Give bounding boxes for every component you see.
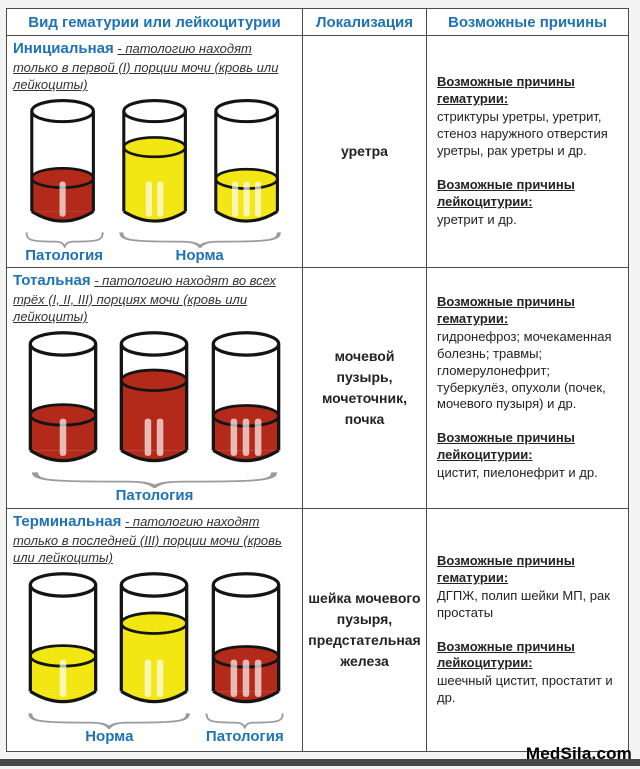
- cause-block-leukocyturia: [437, 639, 618, 708]
- type-cell: [7, 36, 303, 267]
- localization-cell: уретра: [303, 36, 427, 267]
- cause-text: шеечный цистит, простатит и др.: [437, 673, 613, 706]
- cause-text: ДГПЖ, полип шейки МП, рак простаты: [437, 587, 610, 620]
- table-row-total: [7, 268, 628, 509]
- type-description: [13, 271, 296, 325]
- brace-label: Норма: [175, 247, 224, 265]
- table-header-row: [7, 9, 628, 36]
- cause-block-leukocyturia: [437, 430, 618, 482]
- localization-cell: шейка мочевого пузыря, предстательная железа: [303, 509, 427, 751]
- cause-block-hematuria: [437, 74, 618, 159]
- brace-label: Патология: [25, 247, 104, 265]
- beaker-portion-III: [204, 329, 288, 469]
- cause-block-leukocyturia: [437, 177, 618, 229]
- brace-group: [200, 712, 290, 746]
- header-localization-column: Локализация: [303, 9, 427, 35]
- type-description: [13, 39, 296, 93]
- brace-row: [13, 712, 296, 746]
- type-name: Терминальная: [13, 513, 122, 530]
- table-row-initial: [7, 36, 628, 268]
- header-type-column: Вид гематурии или лейкоцитурии: [7, 9, 303, 35]
- hematuria-table: [6, 8, 629, 752]
- brace-label: Патология: [115, 487, 194, 505]
- cause-block-hematuria: [437, 294, 618, 413]
- brace-label: Патология: [205, 728, 284, 746]
- beaker-portion-I: [21, 329, 105, 469]
- cause-heading: Возможные причины гематурии:: [437, 552, 575, 585]
- localization-cell: мочевой пузырь, мочеточник, почка: [303, 268, 427, 508]
- brace-label: Норма: [85, 728, 134, 746]
- type-description: [13, 512, 296, 566]
- type-cell: [7, 268, 303, 508]
- beaker-portion-III: [204, 570, 288, 710]
- cause-heading: Возможные причины гематурии:: [437, 74, 575, 107]
- brace-row: [13, 231, 296, 265]
- causes-cell: [427, 509, 628, 751]
- beaker-group: [13, 329, 296, 469]
- type-description-text: - патологию находят во всех трёх (I, II, III) порциях мочи (кровь или лейкоциты): [13, 273, 276, 324]
- beaker-portion-II: [115, 97, 194, 229]
- beaker-portion-III: [207, 97, 286, 229]
- causes-cell: [427, 36, 628, 267]
- cause-heading: Возможные причины лейкоцитурии:: [437, 638, 575, 671]
- header-causes-column: Возможные причины: [447, 13, 607, 31]
- cause-text: гидронефроз; мочекаменная болезнь; травмы; гломерулонефрит; туберкулёз, опухоли (почек, мочевого пузыря) и др.: [437, 328, 612, 412]
- watermark: MedSila.com: [525, 744, 632, 763]
- brace-row: [13, 471, 296, 505]
- brace-group: [19, 712, 200, 746]
- cause-heading: Возможные причины лейкоцитурии:: [437, 176, 575, 209]
- type-description-text: - патологию находят только в последней (III) порции мочи (кровь или лейкоциты): [13, 514, 282, 565]
- brace-group: [109, 231, 290, 265]
- brace-group: [19, 471, 290, 505]
- causes-cell: [427, 268, 628, 508]
- beaker-group: [13, 97, 296, 229]
- type-description-text: - патологию находят только в первой (I) порции мочи (кровь или лейкоциты): [13, 41, 279, 92]
- cause-text: уретрит и др.: [437, 211, 517, 227]
- table-row-terminal: [7, 509, 628, 751]
- beaker-portion-II: [112, 570, 196, 710]
- beaker-portion-II: [112, 329, 196, 469]
- cause-heading: Возможные причины гематурии:: [437, 294, 575, 326]
- beaker-portion-I: [21, 570, 105, 710]
- cause-heading: Возможные причины лейкоцитурии:: [437, 430, 575, 463]
- cause-text: стриктуры уретры, уретрит, стеноз наружного отверстия уретры, рак уретры и др.: [437, 109, 608, 158]
- cause-block-hematuria: [437, 553, 618, 622]
- brace-group: [19, 231, 109, 265]
- beaker-group: [13, 570, 296, 710]
- beaker-portion-I: [23, 97, 102, 229]
- type-name: Тотальная: [13, 272, 91, 289]
- type-name: Инициальная: [13, 40, 114, 57]
- type-cell: [7, 509, 303, 751]
- cause-text: цистит, пиелонефрит и др.: [437, 465, 598, 481]
